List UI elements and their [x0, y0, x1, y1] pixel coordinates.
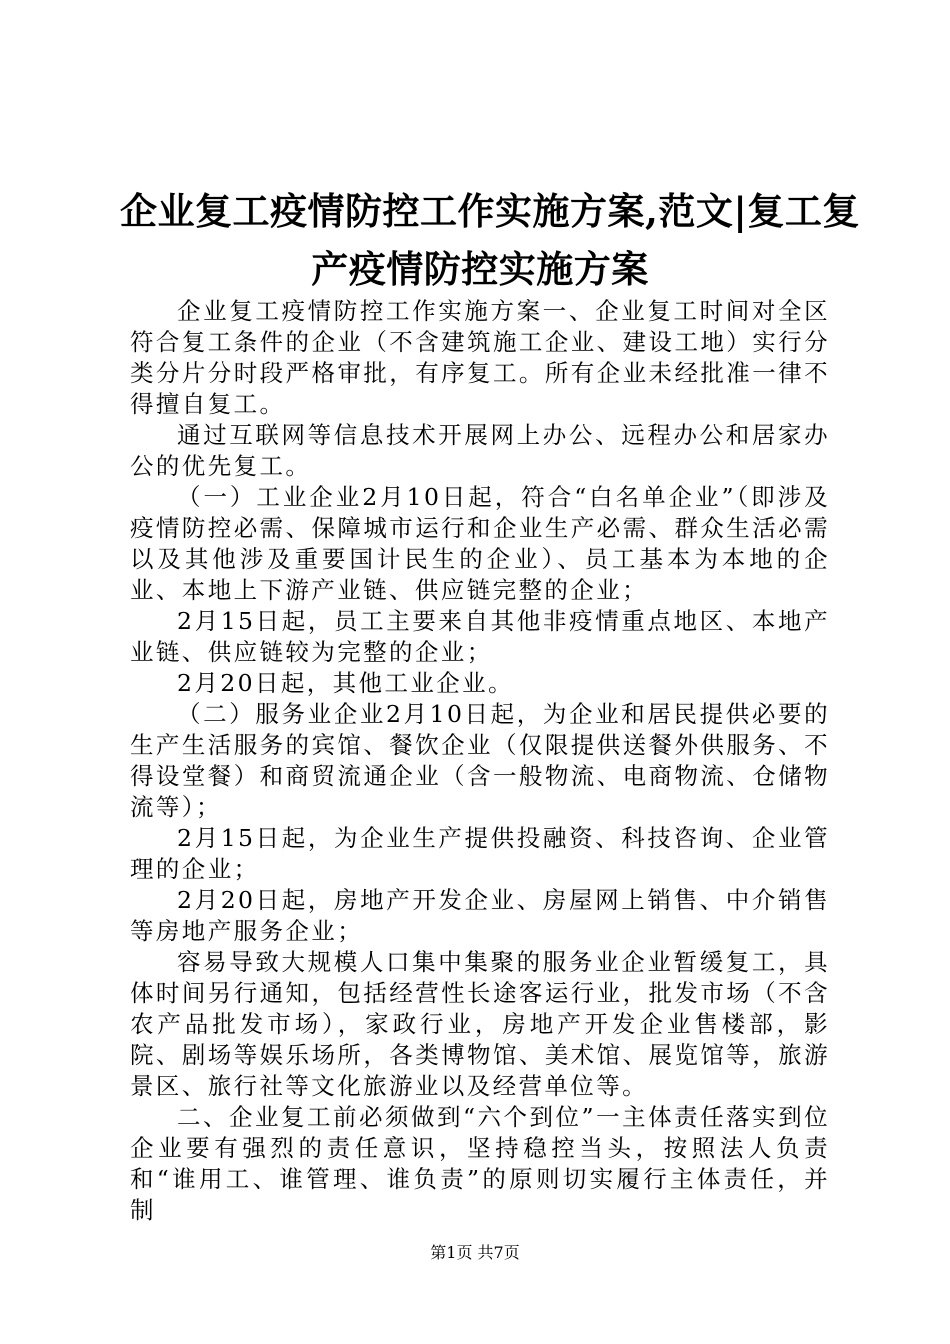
paragraph: 2月20日起，房地产开发企业、房屋网上销售、中介销售等房地产服务企业； — [130, 886, 830, 945]
paragraph: 2月15日起，为企业生产提供投融资、科技咨询、企业管理的企业； — [130, 824, 830, 883]
paragraph: 企业复工疫情防控工作实施方案一、企业复工时间对全区符合复工条件的企业（不含建筑施工企业、建设工地）实行分类分片分时段严格审批，有序复工。所有企业未经批准一律不得擅自复工。 — [130, 297, 830, 418]
document-title — [120, 182, 860, 298]
paragraph: 二、企业复工前必须做到“六个到位”一主体责任落实到位企业要有强烈的责任意识，坚持稳控当头，按照法人负责和“谁用工、谁管理、谁负责”的原则切实履行主体责任，并制 — [130, 1103, 830, 1224]
paragraph: （二）服务业企业2月10日起，为企业和居民提供必要的生产生活服务的宾馆、餐饮企业（仅限提供送餐外供服务、不得设堂餐）和商贸流通企业（含一般物流、电商物流、仓储物流等）； — [130, 700, 830, 821]
title-line-2: 产疫情防控实施方案 — [311, 247, 649, 291]
paragraph: 2月15日起，员工主要来自其他非疫情重点地区、本地产业链、供应链较为完整的企业； — [130, 607, 830, 666]
title-line-1: 企业复工疫情防控工作实施方案,范文|复工复 — [120, 189, 860, 233]
document-body — [130, 296, 830, 1226]
page-number-footer: 第1页 共7页 — [430, 1243, 520, 1262]
paragraph: 通过互联网等信息技术开展网上办公、远程办公和居家办公的优先复工。 — [130, 421, 830, 480]
paragraph: 2月20日起，其他工业企业。 — [177, 669, 514, 697]
paragraph: 容易导致大规模人口集中集聚的服务业企业暂缓复工，具体时间另行通知，包括经营性长途客运行业，批发市场（不含农产品批发市场），家政行业，房地产开发企业售楼部，影院、剧场等娱乐场所，各类博物馆、美术馆、展览馆等，旅游景区、旅行社等文化旅游业以及经营单位等。 — [130, 948, 830, 1100]
paragraph: （一）工业企业2月10日起，符合“白名单企业”（即涉及疫情防控必需、保障城市运行和企业生产必需、群众生活必需以及其他涉及重要国计民生的企业）、员工基本为本地的企业、本地上下游产业链、供应链完整的企业； — [130, 483, 830, 604]
